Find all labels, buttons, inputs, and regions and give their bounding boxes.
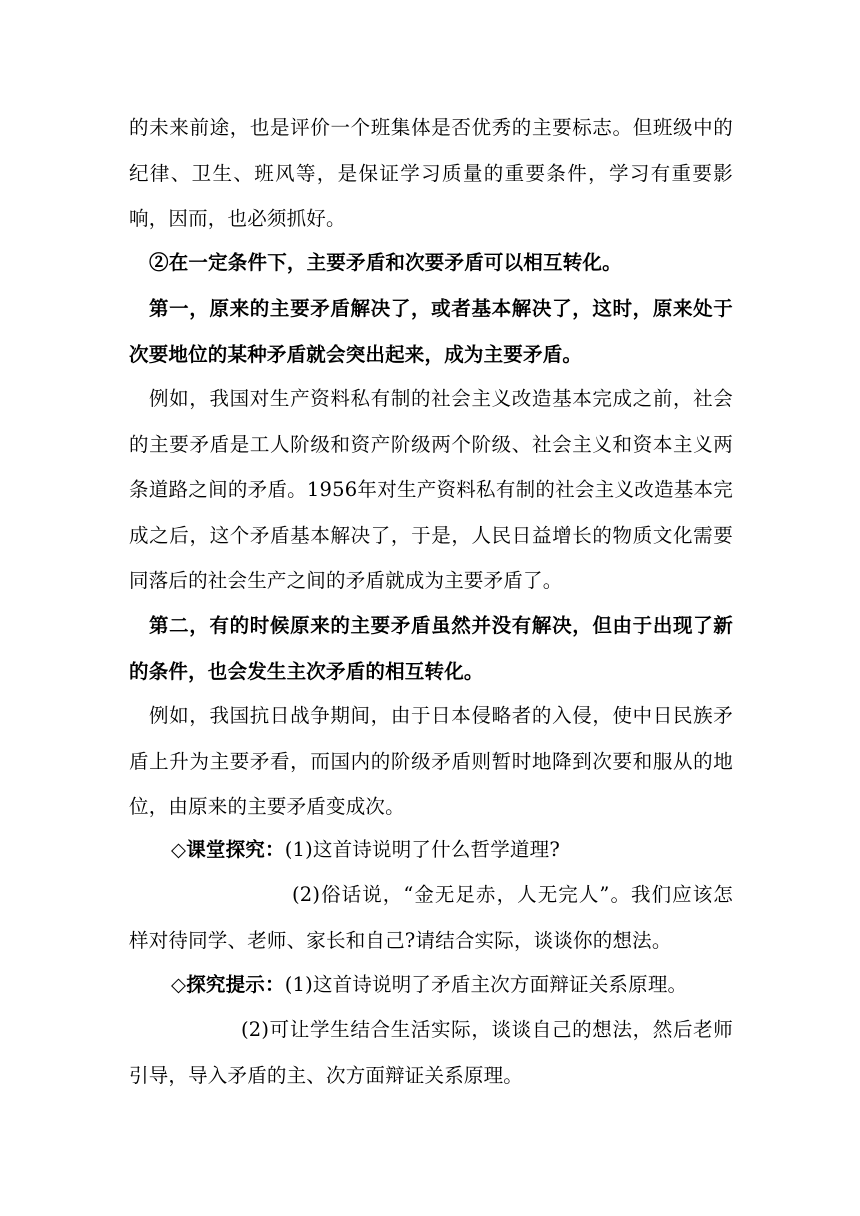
paragraph-first-case: 第一，原来的主要矛盾解决了，或者基本解决了，这时，原来处于次要地位的某种矛盾就会突出起来，成为主要矛盾。 [129,297,733,366]
paragraph-example-socialist-reform: 例如，我国对生产资料私有制的社会主义改造基本完成之前，社会的主要矛盾是工人阶级和资产阶级两个阶级、社会主义和资本主义两条道路之间的矛盾。1956年对生产资料私有制的社会主义改造基本完成之后，这个矛盾基本解决了，于是，人民日益增长的物质文化需要同落后的社会生产之间的矛盾就成为主要矛盾了。 [129,387,733,592]
paragraph-second-case: 第二，有的时候原来的主要矛盾虽然并没有解决，但由于出现了新的条件，也会发生主次矛盾的相互转化。 [129,614,733,683]
hint-answer-1: (1)这首诗说明了矛盾主次方面辩证关系原理。 [284,973,688,996]
heading-conversion: ②在一定条件下，主要矛盾和次要矛盾可以相互转化。 [149,251,622,274]
inquiry-question-2: (2)俗话说，“金无足赤，人无完人”。我们应该怎样对待同学、老师、家长和自己?请结合实际，谈谈你的想法。 [129,883,733,952]
paragraph-example-war: 例如，我国抗日战争期间，由于日本侵略者的入侵，使中日民族矛盾上升为主要矛看，而国内的阶级矛盾则暂时地降到次要和服从的地位，由原来的主要矛盾变成次。 [129,704,733,818]
paragraph-class-discipline: 的未来前途，也是评价一个班集体是否优秀的主要标志。但班级中的纪律、卫生、班风等，是保证学习质量的重要条件，学习有重要影响，因而，也必须抓好。 [129,116,733,230]
hint-answer-2: (2)可让学生结合生活实际，谈谈自己的想法，然后老师引导，导入矛盾的主、次方面辩证关系原理。 [129,1018,733,1087]
inquiry-question-1: (1)这首诗说明了什么哲学道理? [284,838,560,861]
inquiry-line-1 [129,827,733,873]
hint-line-1 [129,962,733,1008]
hint-label: ◇探究提示： [171,973,285,996]
inquiry-label: ◇课堂探究： [171,838,285,861]
